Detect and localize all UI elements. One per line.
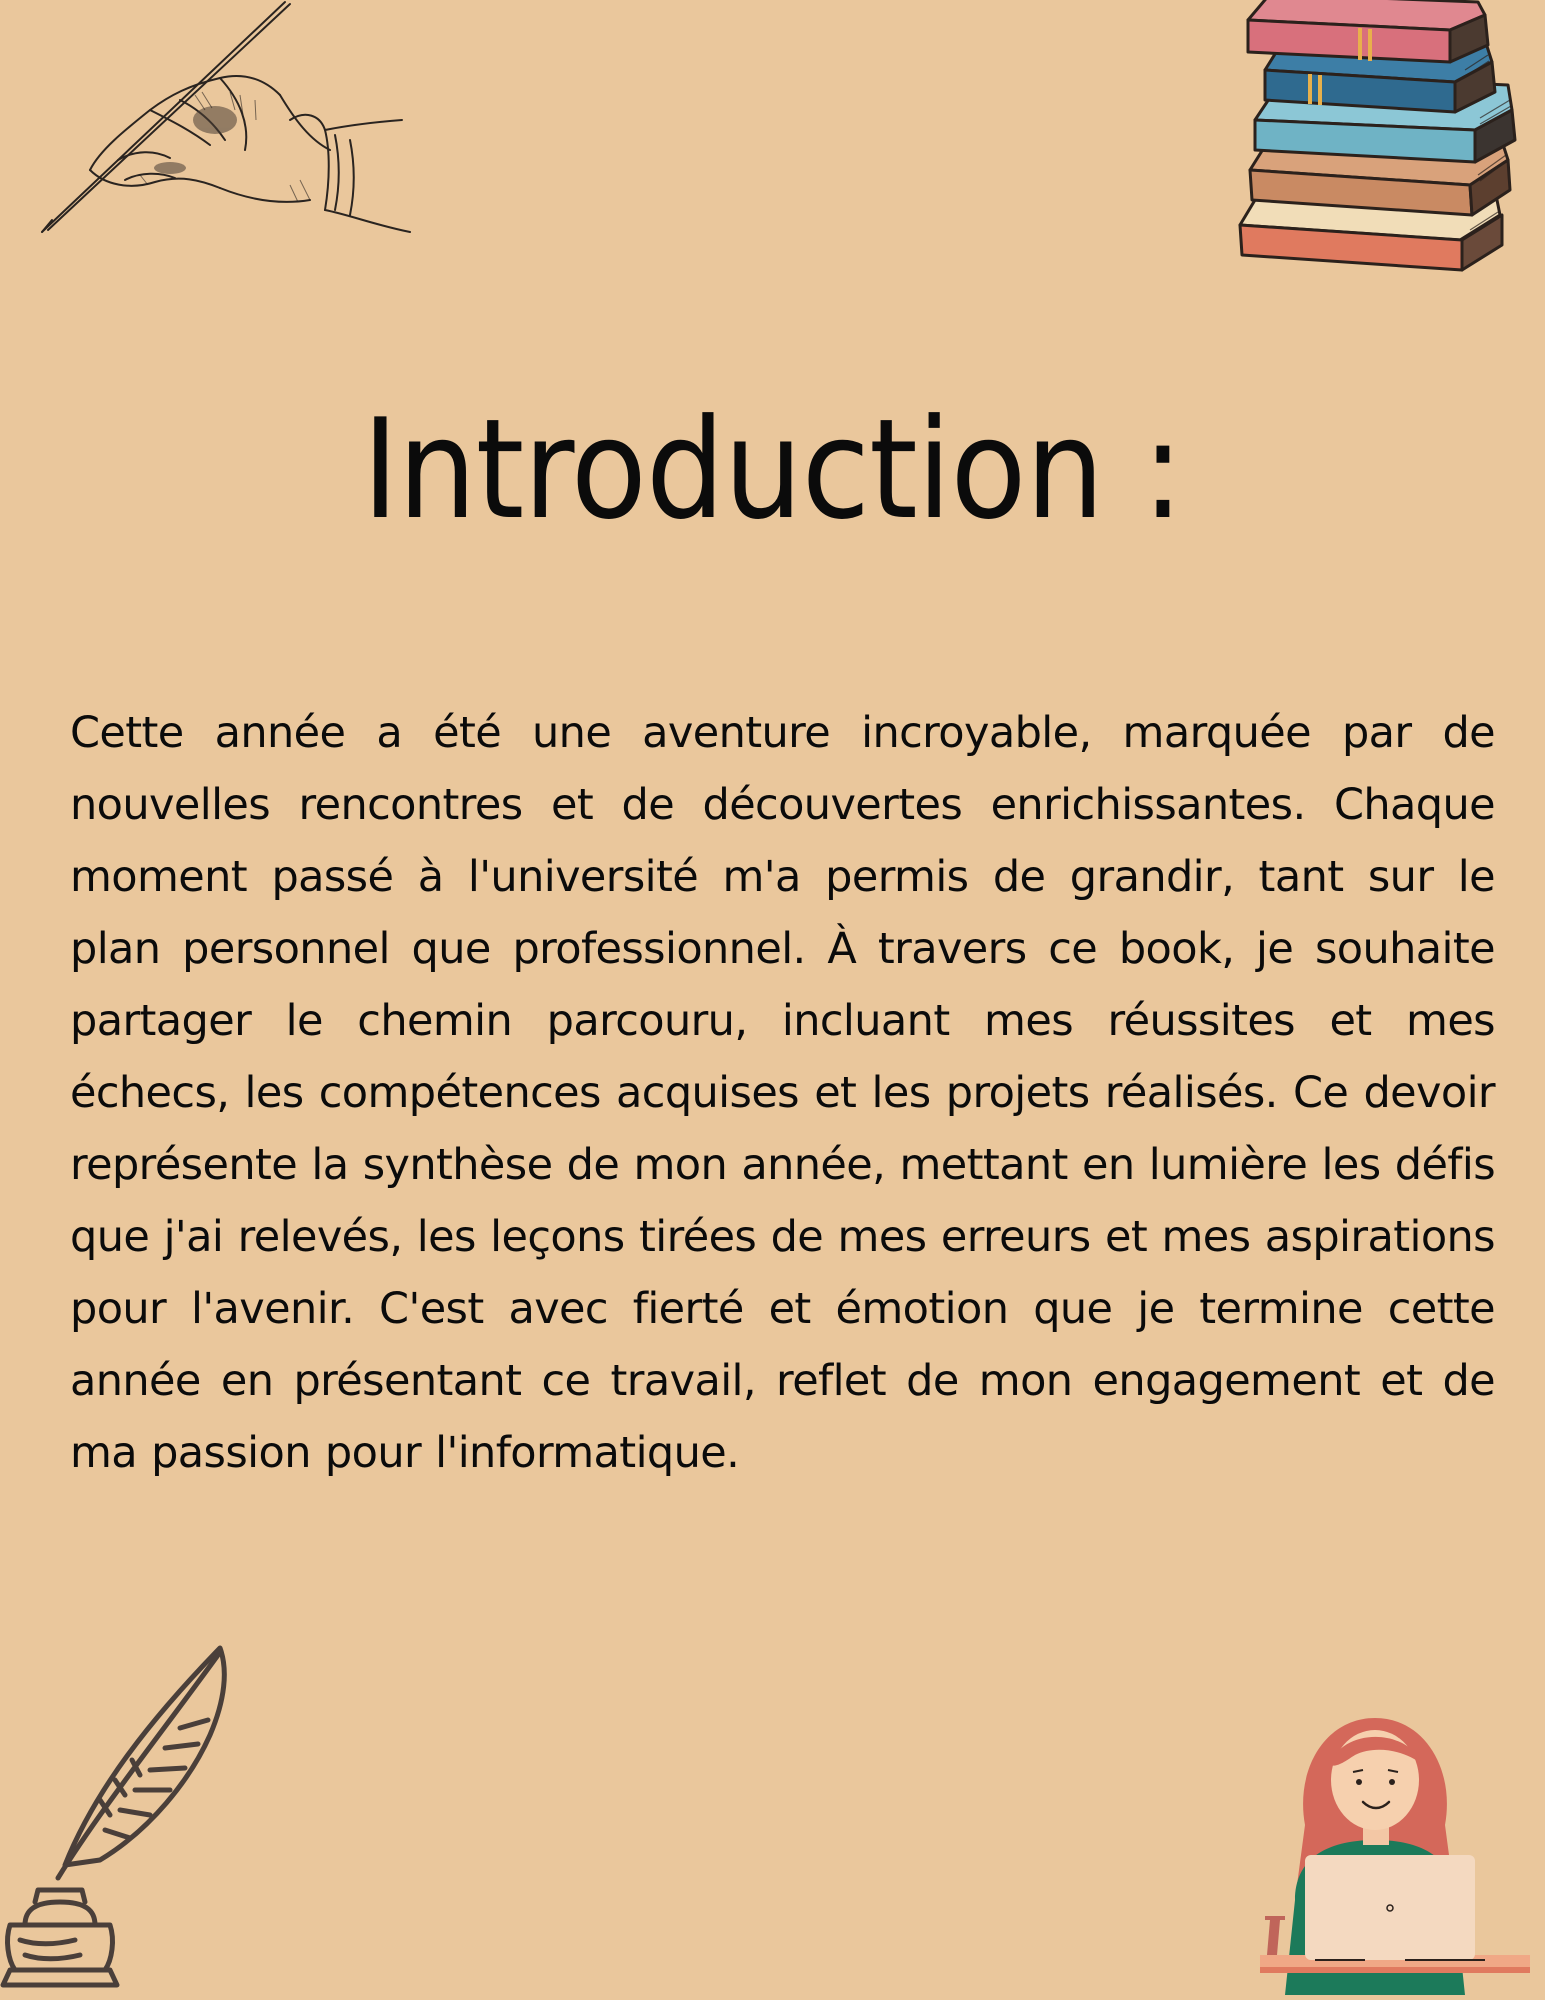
woman-with-laptop-icon — [1255, 1710, 1535, 2000]
quill-and-inkwell-icon — [0, 1640, 240, 2000]
hand-writing-with-pen-icon — [30, 0, 420, 240]
page-title: Introduction : — [362, 389, 1183, 550]
introduction-paragraph: Cette année a été une aventure incroyable, marquée par de nouvelles rencontres et de découvertes enrichissantes. Chaque moment passé à l'université m'a permis de grandir, tant sur le plan personnel que professionnel. À travers ce book, je souhaite partager le chemin parcouru, incluant mes réussites et mes échecs, les compétences acquises et les projets réalisés. Ce devoir représente la synthèse de mon année, mettant en lumière les défis que j'ai relevés, les leçons tirées de mes erreurs et mes aspirations pour l'avenir. C'est avec fierté et émotion que je termine cette année en présentant ce travail, reflet de mon engagement et de ma passion pour l'informatique. — [70, 708, 1495, 1478]
stack-of-books-icon — [1230, 0, 1540, 312]
